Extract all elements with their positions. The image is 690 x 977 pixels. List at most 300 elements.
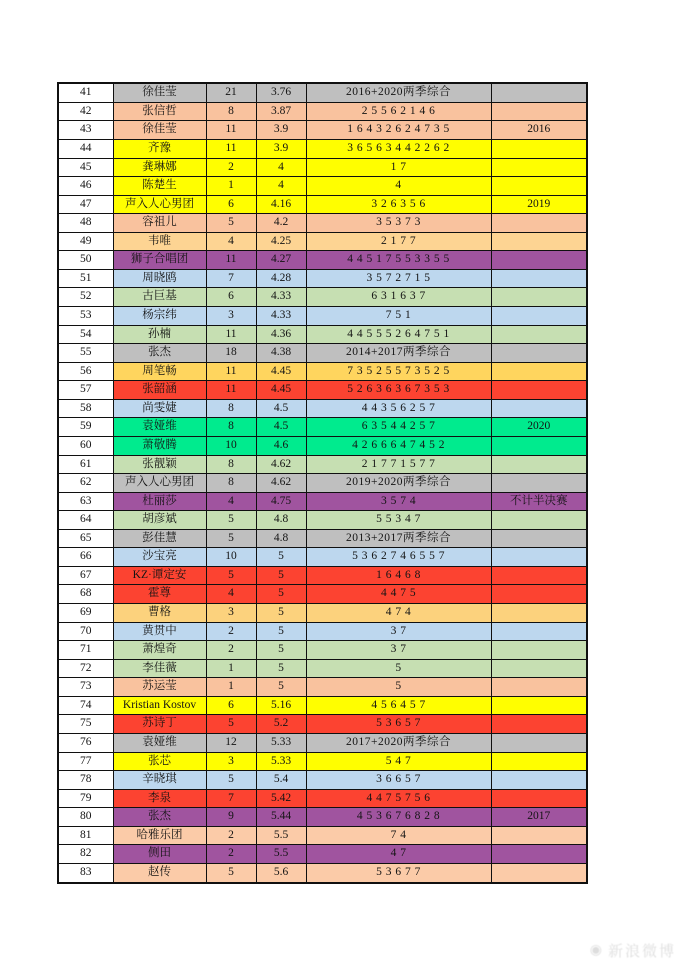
cell-count: 8 [206, 474, 256, 493]
cell-count: 5 [206, 566, 256, 585]
cell-note: 2017 [491, 808, 587, 827]
cell-note [491, 251, 587, 270]
cell-avg: 4 [256, 177, 306, 196]
table-row [58, 511, 587, 530]
cell-rank: 42 [58, 102, 113, 121]
table-row [58, 399, 587, 418]
cell-scores: 4 7 [306, 845, 491, 864]
table-row [58, 177, 587, 196]
cell-note [491, 83, 587, 102]
cell-count: 6 [206, 195, 256, 214]
cell-avg: 4.27 [256, 251, 306, 270]
cell-rank: 76 [58, 733, 113, 752]
cell-name: 狮子合唱团 [113, 251, 206, 270]
cell-count: 1 [206, 659, 256, 678]
cell-rank: 51 [58, 269, 113, 288]
cell-avg: 5.44 [256, 808, 306, 827]
cell-name: 苏诗丁 [113, 715, 206, 734]
cell-name: 韦唯 [113, 232, 206, 251]
cell-avg: 5.33 [256, 752, 306, 771]
cell-avg: 4.28 [256, 269, 306, 288]
cell-scores: 4 4 7 5 [306, 585, 491, 604]
cell-rank: 81 [58, 826, 113, 845]
cell-rank: 73 [58, 678, 113, 697]
table-row [58, 863, 587, 883]
cell-note [491, 715, 587, 734]
cell-count: 7 [206, 269, 256, 288]
cell-avg: 5 [256, 641, 306, 660]
cell-note [491, 659, 587, 678]
cell-name: 辛晓琪 [113, 771, 206, 790]
cell-avg: 4.36 [256, 325, 306, 344]
cell-avg: 3.9 [256, 139, 306, 158]
cell-name: 侧田 [113, 845, 206, 864]
cell-count: 2 [206, 845, 256, 864]
cell-name: 陈楚生 [113, 177, 206, 196]
cell-name: 杨宗纬 [113, 307, 206, 326]
table-row [58, 158, 587, 177]
cell-rank: 61 [58, 455, 113, 474]
cell-count: 3 [206, 752, 256, 771]
cell-scores: 6 3 1 6 3 7 [306, 288, 491, 307]
cell-scores: 3 5 7 4 [306, 492, 491, 511]
cell-note [491, 177, 587, 196]
cell-rank: 43 [58, 121, 113, 140]
cell-name: 徐佳莹 [113, 83, 206, 102]
cell-scores: 1 7 [306, 158, 491, 177]
cell-name: 曹格 [113, 604, 206, 623]
cell-name: Kristian Kostov [113, 696, 206, 715]
cell-avg: 5 [256, 659, 306, 678]
table-row [58, 715, 587, 734]
cell-rank: 53 [58, 307, 113, 326]
cell-rank: 54 [58, 325, 113, 344]
cell-note: 2020 [491, 418, 587, 437]
cell-avg: 4.6 [256, 436, 306, 455]
cell-scores: 2016+2020两季综合 [306, 83, 491, 102]
cell-scores: 3 5 3 7 3 [306, 214, 491, 233]
cell-note [491, 752, 587, 771]
table-row [58, 845, 587, 864]
cell-scores: 3 6 6 5 7 [306, 771, 491, 790]
table-row [58, 139, 587, 158]
cell-note [491, 771, 587, 790]
cell-rank: 72 [58, 659, 113, 678]
cell-note [491, 436, 587, 455]
cell-rank: 49 [58, 232, 113, 251]
cell-count: 12 [206, 733, 256, 752]
cell-rank: 80 [58, 808, 113, 827]
cell-name: 尚雯婕 [113, 399, 206, 418]
table-row [58, 771, 587, 790]
cell-note [491, 511, 587, 530]
table-row [58, 195, 587, 214]
cell-name: 周晓鸥 [113, 269, 206, 288]
cell-count: 2 [206, 641, 256, 660]
cell-note [491, 696, 587, 715]
table-row [58, 789, 587, 808]
cell-count: 4 [206, 585, 256, 604]
cell-avg: 5.33 [256, 733, 306, 752]
cell-scores: 4 4 7 5 7 5 6 [306, 789, 491, 808]
cell-rank: 41 [58, 83, 113, 102]
cell-count: 21 [206, 83, 256, 102]
cell-note [491, 381, 587, 400]
cell-rank: 78 [58, 771, 113, 790]
cell-avg: 4.62 [256, 455, 306, 474]
cell-rank: 70 [58, 622, 113, 641]
cell-count: 2 [206, 826, 256, 845]
cell-avg: 4.62 [256, 474, 306, 493]
cell-name: 龚琳娜 [113, 158, 206, 177]
cell-rank: 77 [58, 752, 113, 771]
cell-note [491, 288, 587, 307]
table-row [58, 678, 587, 697]
cell-note [491, 641, 587, 660]
cell-scores: 5 2 6 3 6 3 6 7 3 5 3 [306, 381, 491, 400]
cell-avg: 4.38 [256, 344, 306, 363]
cell-rank: 64 [58, 511, 113, 530]
table-row [58, 808, 587, 827]
table-row [58, 269, 587, 288]
cell-name: 徐佳莹 [113, 121, 206, 140]
cell-rank: 65 [58, 529, 113, 548]
cell-scores: 7 5 1 [306, 307, 491, 326]
table-row [58, 214, 587, 233]
cell-name: 张靓颖 [113, 455, 206, 474]
cell-rank: 59 [58, 418, 113, 437]
cell-scores: 4 4 3 5 6 2 5 7 [306, 399, 491, 418]
cell-note [491, 474, 587, 493]
cell-count: 10 [206, 436, 256, 455]
cell-rank: 52 [58, 288, 113, 307]
cell-rank: 45 [58, 158, 113, 177]
cell-note [491, 399, 587, 418]
cell-count: 10 [206, 548, 256, 567]
cell-name: 胡彦斌 [113, 511, 206, 530]
cell-avg: 4.45 [256, 362, 306, 381]
table-row [58, 659, 587, 678]
cell-avg: 4.8 [256, 529, 306, 548]
cell-scores: 3 6 5 6 3 4 4 2 2 6 2 [306, 139, 491, 158]
cell-name: 张信哲 [113, 102, 206, 121]
cell-avg: 3.76 [256, 83, 306, 102]
cell-avg: 4.75 [256, 492, 306, 511]
cell-name: 霍尊 [113, 585, 206, 604]
cell-name: 黄贯中 [113, 622, 206, 641]
weibo-watermark [590, 940, 676, 961]
cell-count: 5 [206, 214, 256, 233]
cell-rank: 62 [58, 474, 113, 493]
cell-name: 苏运莹 [113, 678, 206, 697]
table-row [58, 752, 587, 771]
cell-scores: 2 1 7 7 [306, 232, 491, 251]
cell-scores: 6 3 5 4 4 2 5 7 [306, 418, 491, 437]
cell-avg: 5.2 [256, 715, 306, 734]
cell-name: 赵传 [113, 863, 206, 883]
cell-scores: 4 4 5 5 5 2 6 4 7 5 1 [306, 325, 491, 344]
cell-rank: 60 [58, 436, 113, 455]
cell-avg: 5.4 [256, 771, 306, 790]
cell-rank: 83 [58, 863, 113, 883]
cell-scores: 4 5 3 6 7 6 8 2 8 [306, 808, 491, 827]
cell-rank: 57 [58, 381, 113, 400]
cell-avg: 5.5 [256, 845, 306, 864]
cell-count: 8 [206, 102, 256, 121]
cell-avg: 5 [256, 604, 306, 623]
cell-avg: 5.5 [256, 826, 306, 845]
cell-name: 张韶涵 [113, 381, 206, 400]
table-row [58, 604, 587, 623]
cell-scores: 5 5 3 4 7 [306, 511, 491, 530]
cell-count: 11 [206, 121, 256, 140]
cell-note [491, 455, 587, 474]
cell-rank: 68 [58, 585, 113, 604]
cell-rank: 82 [58, 845, 113, 864]
cell-note [491, 529, 587, 548]
cell-rank: 55 [58, 344, 113, 363]
weibo-watermark-text: 新浪微博 [607, 944, 676, 960]
cell-rank: 58 [58, 399, 113, 418]
cell-avg: 4.33 [256, 288, 306, 307]
cell-note [491, 214, 587, 233]
cell-avg: 4 [256, 158, 306, 177]
cell-avg: 5.42 [256, 789, 306, 808]
table-row [58, 325, 587, 344]
cell-avg: 4.5 [256, 418, 306, 437]
cell-count: 4 [206, 492, 256, 511]
cell-count: 18 [206, 344, 256, 363]
cell-avg: 4.45 [256, 381, 306, 400]
cell-name: 声入人心男团 [113, 474, 206, 493]
cell-name: 杜丽莎 [113, 492, 206, 511]
cell-scores: 2019+2020两季综合 [306, 474, 491, 493]
cell-scores: 5 3 6 5 7 [306, 715, 491, 734]
cell-scores: 3 7 [306, 622, 491, 641]
table-row [58, 696, 587, 715]
cell-avg: 5.6 [256, 863, 306, 883]
table-row [58, 121, 587, 140]
cell-scores: 1 6 4 3 2 6 2 4 7 3 5 [306, 121, 491, 140]
cell-count: 4 [206, 232, 256, 251]
cell-rank: 71 [58, 641, 113, 660]
cell-scores: 3 2 6 3 5 6 [306, 195, 491, 214]
cell-scores: 7 3 5 2 5 5 7 3 5 2 5 [306, 362, 491, 381]
cell-scores: 5 4 7 [306, 752, 491, 771]
cell-scores: 5 [306, 678, 491, 697]
cell-name: 周笔畅 [113, 362, 206, 381]
cell-rank: 79 [58, 789, 113, 808]
cell-count: 3 [206, 604, 256, 623]
cell-note [491, 158, 587, 177]
cell-scores: 2 5 5 6 2 1 4 6 [306, 102, 491, 121]
cell-note [491, 307, 587, 326]
cell-avg: 3.9 [256, 121, 306, 140]
cell-note: 不计半决赛 [491, 492, 587, 511]
table-row [58, 381, 587, 400]
table-row [58, 826, 587, 845]
cell-avg: 5 [256, 622, 306, 641]
cell-scores: 5 3 6 7 7 [306, 863, 491, 883]
cell-note [491, 604, 587, 623]
cell-note: 2016 [491, 121, 587, 140]
cell-name: 容祖儿 [113, 214, 206, 233]
cell-count: 7 [206, 789, 256, 808]
cell-name: 齐豫 [113, 139, 206, 158]
cell-note [491, 269, 587, 288]
cell-note [491, 826, 587, 845]
cell-count: 5 [206, 863, 256, 883]
cell-rank: 67 [58, 566, 113, 585]
cell-rank: 50 [58, 251, 113, 270]
cell-note [491, 362, 587, 381]
cell-rank: 48 [58, 214, 113, 233]
cell-rank: 46 [58, 177, 113, 196]
cell-scores: 5 [306, 659, 491, 678]
weibo-eye-icon: ◉ [589, 943, 604, 958]
cell-count: 5 [206, 715, 256, 734]
cell-scores: 2 1 7 7 1 5 7 7 [306, 455, 491, 474]
cell-name: 张杰 [113, 808, 206, 827]
cell-count: 8 [206, 418, 256, 437]
cell-rank: 75 [58, 715, 113, 734]
cell-avg: 5 [256, 566, 306, 585]
cell-note [491, 789, 587, 808]
cell-note [491, 139, 587, 158]
cell-scores: 7 4 [306, 826, 491, 845]
cell-avg: 4.5 [256, 399, 306, 418]
cell-avg: 4.25 [256, 232, 306, 251]
cell-name: 李佳薇 [113, 659, 206, 678]
cell-count: 2 [206, 158, 256, 177]
cell-rank: 47 [58, 195, 113, 214]
cell-name: 沙宝亮 [113, 548, 206, 567]
cell-scores: 2014+2017两季综合 [306, 344, 491, 363]
singer-ranking-table [57, 82, 588, 884]
cell-scores: 4 5 6 4 5 7 [306, 696, 491, 715]
cell-rank: 66 [58, 548, 113, 567]
cell-count: 2 [206, 622, 256, 641]
cell-scores: 3 5 7 2 7 1 5 [306, 269, 491, 288]
cell-scores: 2017+2020两季综合 [306, 733, 491, 752]
cell-scores: 4 [306, 177, 491, 196]
table-row [58, 566, 587, 585]
cell-count: 9 [206, 808, 256, 827]
cell-avg: 5 [256, 678, 306, 697]
cell-note [491, 325, 587, 344]
cell-scores: 4 7 4 [306, 604, 491, 623]
cell-avg: 4.8 [256, 511, 306, 530]
table-row [58, 733, 587, 752]
cell-note [491, 232, 587, 251]
cell-rank: 74 [58, 696, 113, 715]
cell-scores: 2013+2017两季综合 [306, 529, 491, 548]
table-row [58, 251, 587, 270]
cell-name: KZ·谭定安 [113, 566, 206, 585]
table-row [58, 529, 587, 548]
cell-avg: 4.16 [256, 195, 306, 214]
cell-note [491, 678, 587, 697]
table-row [58, 83, 587, 102]
cell-rank: 44 [58, 139, 113, 158]
cell-count: 6 [206, 696, 256, 715]
cell-avg: 4.33 [256, 307, 306, 326]
cell-note [491, 102, 587, 121]
cell-count: 5 [206, 771, 256, 790]
cell-count: 5 [206, 511, 256, 530]
cell-name: 袁娅维 [113, 733, 206, 752]
table-row [58, 362, 587, 381]
cell-count: 11 [206, 139, 256, 158]
cell-note [491, 733, 587, 752]
cell-rank: 56 [58, 362, 113, 381]
cell-note [491, 585, 587, 604]
cell-count: 5 [206, 529, 256, 548]
table-row [58, 641, 587, 660]
cell-count: 6 [206, 288, 256, 307]
table-row [58, 232, 587, 251]
cell-count: 8 [206, 455, 256, 474]
cell-name: 萧煌奇 [113, 641, 206, 660]
cell-name: 袁娅维 [113, 418, 206, 437]
cell-avg: 4.2 [256, 214, 306, 233]
table-row [58, 492, 587, 511]
cell-rank: 63 [58, 492, 113, 511]
table-row [58, 288, 587, 307]
cell-count: 1 [206, 177, 256, 196]
cell-count: 11 [206, 381, 256, 400]
cell-name: 哈雅乐团 [113, 826, 206, 845]
table-row [58, 548, 587, 567]
cell-avg: 3.87 [256, 102, 306, 121]
cell-scores: 4 2 6 6 6 4 7 4 5 2 [306, 436, 491, 455]
cell-name: 张杰 [113, 344, 206, 363]
cell-note [491, 344, 587, 363]
cell-avg: 5 [256, 548, 306, 567]
table-row [58, 474, 587, 493]
cell-scores: 1 6 4 6 8 [306, 566, 491, 585]
cell-count: 1 [206, 678, 256, 697]
table-row [58, 307, 587, 326]
cell-name: 声入人心男团 [113, 195, 206, 214]
cell-scores: 4 4 5 1 7 5 5 3 3 5 5 [306, 251, 491, 270]
cell-name: 古巨基 [113, 288, 206, 307]
cell-count: 11 [206, 362, 256, 381]
cell-count: 8 [206, 399, 256, 418]
cell-name: 萧敬腾 [113, 436, 206, 455]
table-row [58, 455, 587, 474]
cell-scores: 3 7 [306, 641, 491, 660]
cell-rank: 69 [58, 604, 113, 623]
cell-name: 孙楠 [113, 325, 206, 344]
table-row [58, 436, 587, 455]
cell-note [491, 863, 587, 883]
cell-name: 李泉 [113, 789, 206, 808]
cell-avg: 5.16 [256, 696, 306, 715]
cell-count: 3 [206, 307, 256, 326]
cell-note [491, 566, 587, 585]
cell-scores: 5 3 6 2 7 4 6 5 5 7 [306, 548, 491, 567]
table-row [58, 585, 587, 604]
cell-count: 11 [206, 325, 256, 344]
cell-name: 彭佳慧 [113, 529, 206, 548]
cell-note [491, 845, 587, 864]
cell-avg: 5 [256, 585, 306, 604]
cell-count: 11 [206, 251, 256, 270]
cell-name: 张芯 [113, 752, 206, 771]
table-row [58, 102, 587, 121]
table-row [58, 344, 587, 363]
